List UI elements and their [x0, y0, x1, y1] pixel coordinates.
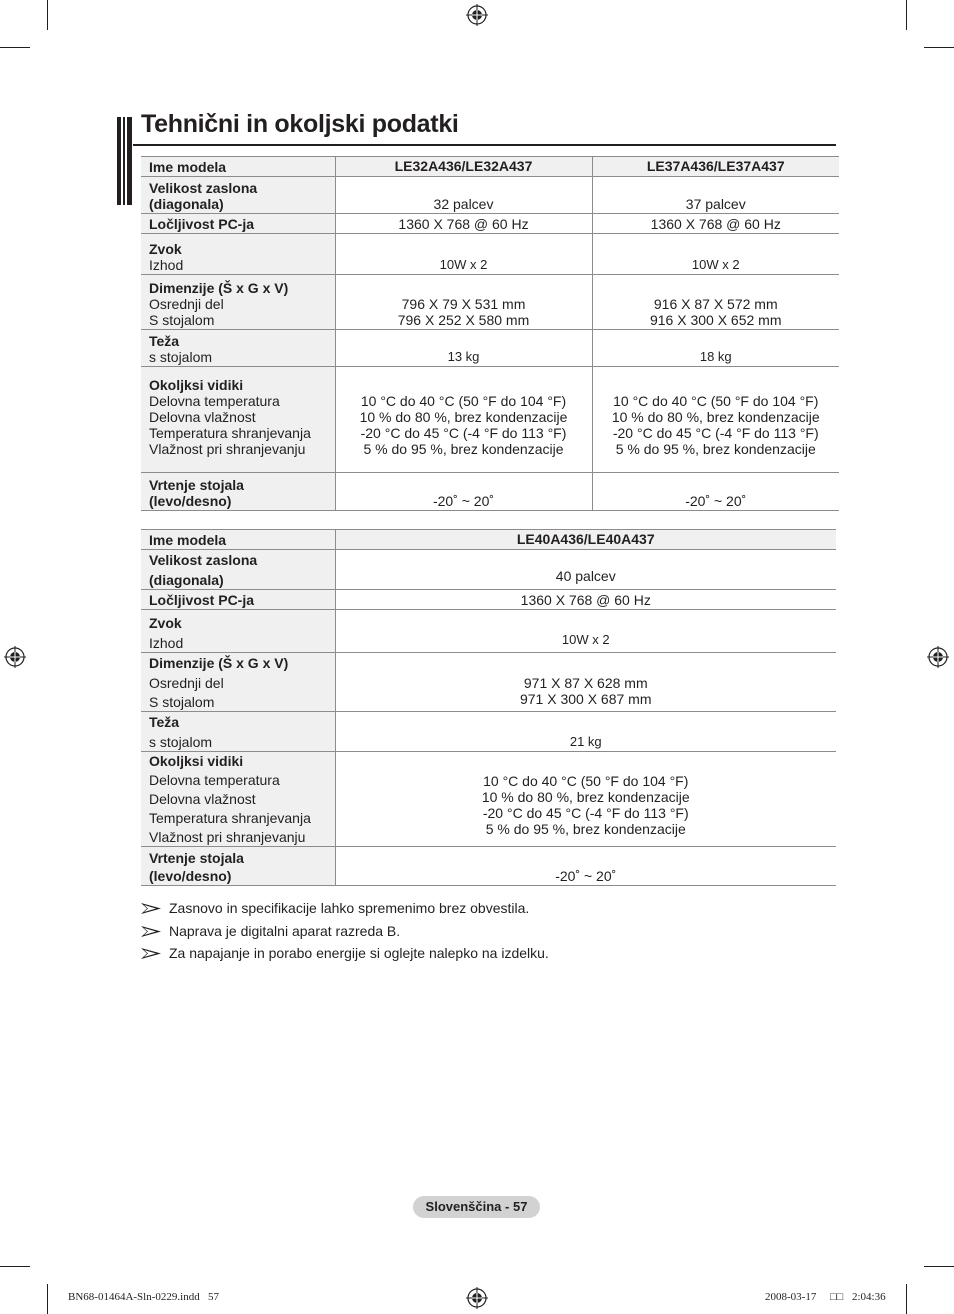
spec-table-32-37: [141, 156, 839, 511]
model-name-value: LE32A436/LE32A437: [335, 157, 592, 177]
dimensions-label: [141, 653, 335, 712]
crop-mark: [47, 1284, 48, 1314]
dimensions-label: [141, 275, 335, 330]
model-name-label: Ime modela: [141, 530, 335, 550]
label-line: Dimenzije (Š x G x V): [149, 280, 289, 296]
crop-mark: [906, 1284, 907, 1314]
model-name-value: LE37A436/LE37A437: [592, 157, 839, 177]
file-info: BN68-01464A-Sln-0229.indd 57: [68, 1291, 219, 1303]
cell-line: 796 X 79 X 531 mm: [401, 296, 526, 312]
crop-mark: [47, 0, 48, 30]
cell-line: 10 °C do 40 °C (50 °F do 104 °F): [613, 393, 819, 409]
cell-line: 971 X 87 X 628 mm: [523, 675, 648, 691]
table-row: [141, 177, 839, 214]
cell-line: -20 °C do 45 °C (-4 °F do 113 °F): [360, 425, 567, 441]
spec-table-40: [141, 529, 836, 886]
label-line: Delovna vlažnost: [149, 791, 256, 807]
note-text: Za napajanje in porabo energije si oglejte nalepko na izdelku.: [169, 945, 549, 961]
registration-mark-icon: [927, 646, 949, 668]
cell-line: 10 % do 80 %, brez kondenzacije: [481, 789, 690, 805]
table-cell: [335, 653, 836, 712]
table-cell: [335, 275, 592, 330]
label-line: Velikost zaslona: [149, 552, 258, 568]
table-cell: [592, 275, 839, 330]
label-line: Ločljivost PC-ja: [149, 592, 255, 608]
sound-label: [141, 234, 335, 275]
table-cell: [335, 367, 592, 473]
table-row: [141, 157, 839, 177]
table-cell: 1360 X 768 @ 60 Hz: [335, 214, 592, 234]
label-line: Okoljksi vidiki: [149, 377, 244, 393]
label-line: Vlažnost pri shranjevanju: [149, 829, 306, 845]
table-cell: -20˚ ~ 20˚: [335, 473, 592, 511]
registration-mark-icon: [4, 646, 26, 668]
label-line: s stojalom: [149, 734, 213, 750]
table-row: [141, 367, 839, 473]
model-name-label: Ime modela: [141, 157, 335, 177]
table-cell: 10W x 2: [592, 234, 839, 275]
label-line: s stojalom: [149, 349, 213, 365]
label-line: Velikost zaslona: [149, 180, 258, 196]
cell-line: 10 °C do 40 °C (50 °F do 104 °F): [360, 393, 567, 409]
registration-mark-icon: [466, 4, 488, 26]
list-item: [141, 945, 549, 968]
crop-mark: [906, 0, 907, 30]
cell-line: 5 % do 95 %, brez kondenzacije: [615, 441, 816, 457]
cell-line: 916 X 300 X 652 mm: [649, 312, 782, 328]
label-line: Delovna temperatura: [149, 772, 280, 788]
label-line: Delovna vlažnost: [149, 409, 256, 425]
label-line: Teža: [149, 714, 180, 730]
label-line: Teža: [149, 333, 180, 349]
table-row: [141, 330, 839, 367]
title-bar-decoration: [117, 117, 132, 205]
table-cell: 1360 X 768 @ 60 Hz: [335, 590, 836, 610]
label-line: (levo/desno): [149, 493, 232, 509]
label-line: Izhod: [149, 257, 184, 273]
crop-mark: [924, 1266, 954, 1267]
registration-mark-icon: [466, 1287, 488, 1309]
note-arrow-icon: [141, 900, 169, 914]
page-title: Tehnični in okoljski podatki: [141, 110, 459, 138]
note-arrow-icon: [141, 945, 169, 959]
swivel-label: [141, 473, 335, 511]
label-line: S stojalom: [149, 312, 215, 328]
table-cell: 40 palcev: [335, 550, 836, 590]
cell-line: 971 X 300 X 687 mm: [519, 691, 652, 707]
table-row: [141, 550, 836, 590]
garbled-glyphs: □□: [830, 1291, 844, 1303]
pc-resolution-label: [141, 214, 335, 234]
cell-line: 796 X 252 X 580 mm: [397, 312, 530, 328]
list-item: [141, 900, 549, 923]
environment-label: [141, 752, 335, 847]
note-text: Naprava je digitalni aparat razreda B.: [169, 922, 401, 939]
table-cell: 21 kg: [335, 712, 836, 752]
cell-line: 5 % do 95 %, brez kondenzacije: [363, 441, 564, 457]
label-line: Okoljksi vidiki: [149, 753, 244, 769]
cell-line: 10 °C do 40 °C (50 °F do 104 °F): [483, 773, 689, 789]
table-row: [141, 530, 836, 550]
print-time: 2:04:36: [852, 1291, 886, 1303]
label-line: Izhod: [149, 635, 184, 651]
label-line: Vlažnost pri shranjevanju: [149, 441, 306, 457]
table-row: [141, 590, 836, 610]
table-row: [141, 275, 839, 330]
cell-line: -20 °C do 45 °C (-4 °F do 113 °F): [482, 805, 689, 821]
table-row: [141, 610, 836, 653]
note-text: Zasnovo in specifikacije lahko spremenimo brez obvestila.: [169, 900, 530, 916]
cell-line: 5 % do 95 %, brez kondenzacije: [485, 821, 686, 837]
table-cell: 13 kg: [335, 330, 592, 367]
swivel-label: [141, 847, 335, 886]
label-line: Ločljivost PC-ja: [149, 216, 255, 232]
table-cell: 10W x 2: [335, 610, 836, 653]
label-line: (levo/desno): [149, 868, 232, 884]
table-cell: 10W x 2: [335, 234, 592, 275]
table-cell: 37 palcev: [592, 177, 839, 214]
label-line: S stojalom: [149, 694, 215, 710]
label-line: Temperatura shranjevanja: [149, 425, 311, 441]
screen-size-label: [141, 177, 335, 214]
label-line: Temperatura shranjevanja: [149, 810, 311, 826]
label-line: (diagonala): [149, 572, 224, 588]
cell-line: 10 % do 80 %, brez kondenzacije: [611, 409, 820, 425]
table-cell: 1360 X 768 @ 60 Hz: [592, 214, 839, 234]
label-line: Zvok: [149, 615, 182, 631]
table-row: [141, 752, 836, 847]
notes-list: [141, 900, 549, 968]
table-row: [141, 473, 839, 511]
list-item: [141, 923, 549, 946]
crop-mark: [0, 47, 30, 48]
note-arrow-icon: [141, 923, 169, 937]
screen-size-label: [141, 550, 335, 590]
weight-label: [141, 330, 335, 367]
cell-line: 10 % do 80 %, brez kondenzacije: [359, 409, 568, 425]
table-cell: [592, 367, 839, 473]
table-row: [141, 214, 839, 234]
label-line: Osrednji del: [149, 296, 224, 312]
crop-mark: [0, 1266, 30, 1267]
table-row: [141, 234, 839, 275]
sound-label: [141, 610, 335, 653]
cell-line: -20 °C do 45 °C (-4 °F do 113 °F): [612, 425, 819, 441]
table-row: [141, 712, 836, 752]
print-date: 2008-03-17: [765, 1291, 817, 1303]
model-name-value: LE40A436/LE40A437: [335, 530, 836, 550]
title-underline: [133, 144, 836, 146]
label-line: Vrtenje stojala: [149, 850, 244, 866]
label-line: Vrtenje stojala: [149, 477, 244, 493]
table-cell: -20˚ ~ 20˚: [592, 473, 839, 511]
table-cell: 32 palcev: [335, 177, 592, 214]
table-cell: [335, 752, 836, 847]
label-line: Delovna temperatura: [149, 393, 280, 409]
label-line: Dimenzije (Š x G x V): [149, 655, 289, 671]
crop-mark: [924, 47, 954, 48]
pc-resolution-label: [141, 590, 335, 610]
cell-line: 916 X 87 X 572 mm: [653, 296, 778, 312]
table-row: [141, 653, 836, 712]
label-line: (diagonala): [149, 196, 224, 212]
label-line: Zvok: [149, 241, 182, 257]
weight-label: [141, 712, 335, 752]
table-cell: 18 kg: [592, 330, 839, 367]
table-cell: -20˚ ~ 20˚: [335, 847, 836, 886]
table-row: [141, 847, 836, 886]
label-line: Osrednji del: [149, 675, 224, 691]
environment-label: [141, 367, 335, 473]
page-number-badge: Slovenščina - 57: [413, 1196, 540, 1218]
